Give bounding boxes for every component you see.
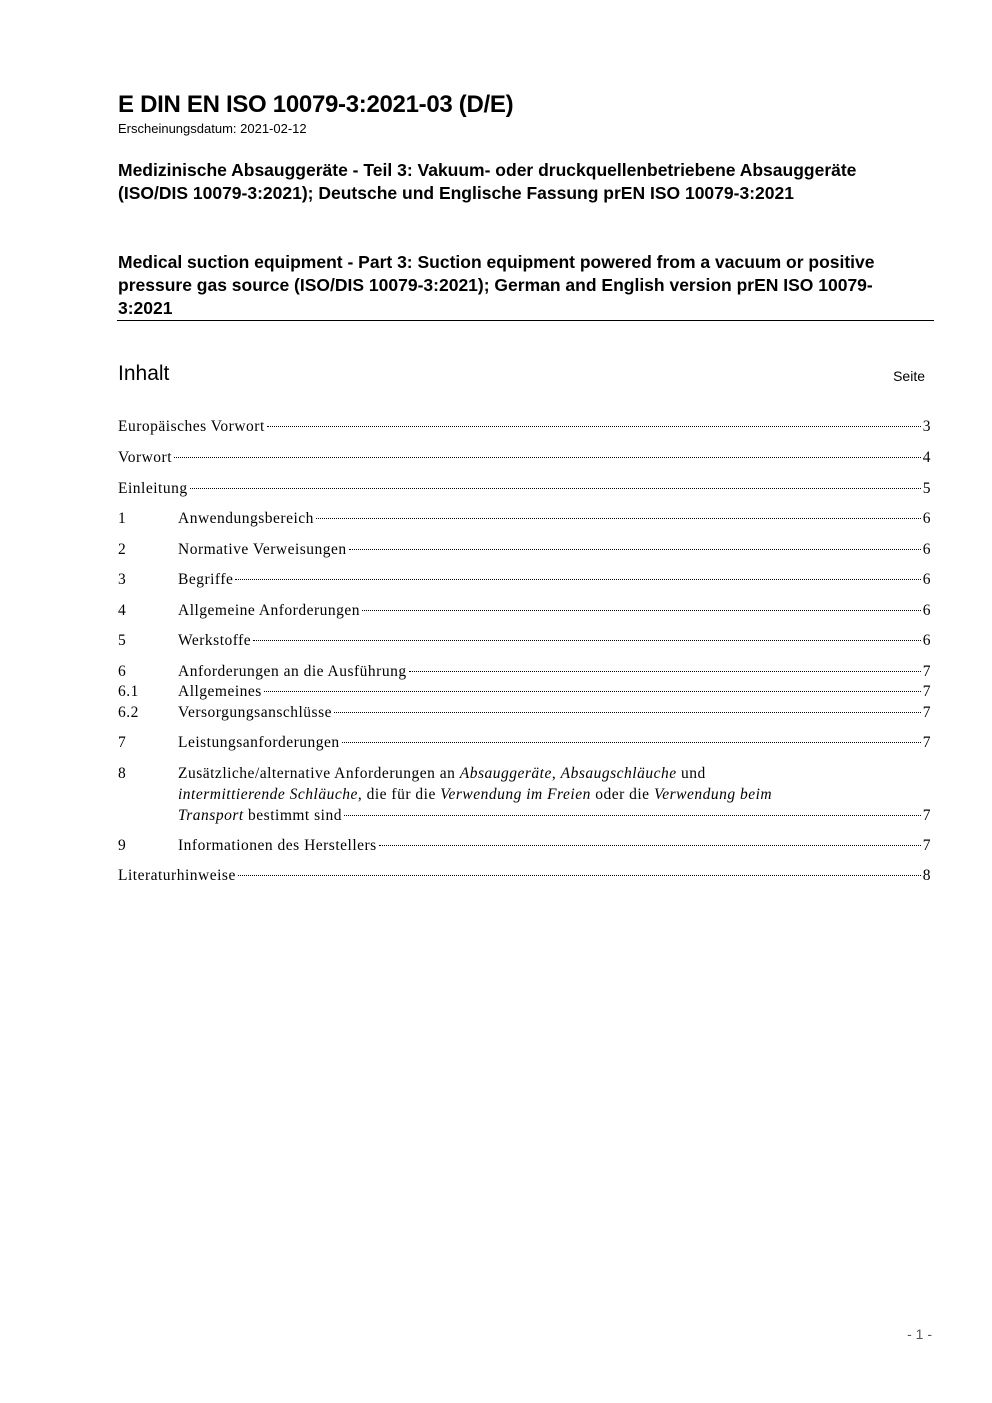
toc-entry-page: 7 xyxy=(922,663,931,680)
toc-entry-number: 9 xyxy=(118,837,127,854)
toc-entry-page: 7 xyxy=(922,807,931,824)
toc-entry-last-label xyxy=(178,805,342,826)
toc-entry-literaturhinweise[interactable] xyxy=(118,866,931,886)
toc-entry-page: 7 xyxy=(922,704,931,721)
toc-entry-page: 7 xyxy=(922,837,931,854)
toc-text: Zusätzliche/alternative Anforderungen an xyxy=(178,765,460,782)
toc-leader-dots xyxy=(264,691,921,692)
toc-leader-dots xyxy=(344,815,921,816)
toc-leader-dots xyxy=(362,610,921,611)
page-number: - 1 - xyxy=(907,1326,932,1342)
toc-entry-number: 5 xyxy=(118,632,127,649)
toc-text: bestimmt sind xyxy=(243,807,342,824)
toc-text-italic: Verwendung im Freien xyxy=(440,786,591,803)
toc-entry-3[interactable] xyxy=(118,570,931,590)
title-english: Medical suction equipment - Part 3: Suction equipment powered from a vacuum or positive pressure gas source (ISO/DIS 10079-3:2021); German and English version prEN ISO 10079-3:2021 xyxy=(118,252,875,318)
toc-text: oder die xyxy=(590,786,654,803)
toc-entry-number: 2 xyxy=(118,541,127,558)
toc-leader-dots xyxy=(174,457,921,458)
toc-entry-number: 3 xyxy=(118,571,127,588)
toc-leader-dots xyxy=(190,488,921,489)
toc-entry-number: 6.1 xyxy=(118,683,139,700)
toc-entry-page: 3 xyxy=(922,418,931,435)
toc-entry-8[interactable] xyxy=(118,763,931,826)
toc-entry-6-2[interactable] xyxy=(118,703,931,723)
toc-leader-dots xyxy=(238,875,921,876)
toc-text-italic: Verwendung beim xyxy=(653,786,773,803)
toc-entry-label: Europäisches Vorwort xyxy=(118,418,265,435)
toc-leader-dots xyxy=(342,742,921,743)
toc-text-italic: Absaugschläuche xyxy=(560,765,677,782)
toc-entry-einleitung[interactable] xyxy=(118,479,931,499)
toc-entry-6[interactable] xyxy=(118,662,931,682)
toc-entry-number: 6 xyxy=(118,663,127,680)
toc-entry-4[interactable] xyxy=(118,601,931,621)
toc-entry-page: 4 xyxy=(922,449,931,466)
toc-entry-2[interactable] xyxy=(118,540,931,560)
toc-entry-number: 8 xyxy=(118,765,127,782)
toc-entry-7[interactable] xyxy=(118,733,931,753)
toc-text-italic: Absauggeräte xyxy=(459,765,552,782)
toc-entry-label: Literaturhinweise xyxy=(118,867,236,884)
toc-entry-label: Vorwort xyxy=(118,449,173,466)
toc-entry-line xyxy=(178,805,931,826)
toc-entry-label: Anwendungsbereich xyxy=(178,510,314,527)
toc-text-italic: intermittierende Schläuche xyxy=(178,786,358,803)
toc-entry-page: 6 xyxy=(922,510,931,527)
toc-text-italic: Transport xyxy=(178,807,244,824)
toc-text: und xyxy=(676,765,706,782)
toc-entry-label: Informationen des Herstellers xyxy=(178,837,377,854)
toc-leader-dots xyxy=(235,579,920,580)
toc-leader-dots xyxy=(349,549,921,550)
toc-leader-dots xyxy=(409,671,921,672)
toc-entry-number: 4 xyxy=(118,602,127,619)
toc-entry-label xyxy=(178,763,931,826)
toc-entry-label: Normative Verweisungen xyxy=(178,541,347,558)
toc-entry-vorwort[interactable] xyxy=(118,448,931,468)
toc-heading: Inhalt xyxy=(118,362,170,385)
toc-entry-page: 6 xyxy=(922,602,931,619)
toc-entry-page: 6 xyxy=(922,632,931,649)
toc-text: , die für die xyxy=(357,786,441,803)
toc-entry-page: 5 xyxy=(922,480,931,497)
toc-leader-dots xyxy=(334,712,921,713)
toc-entry-page: 6 xyxy=(922,571,931,588)
toc-leader-dots xyxy=(379,845,921,846)
toc-entry-line xyxy=(178,763,931,784)
toc-entry-label: Werkstoffe xyxy=(178,632,252,649)
toc-entry-number: 6.2 xyxy=(118,704,139,721)
toc-entry-label: Leistungsanforderungen xyxy=(178,734,340,751)
toc-entry-label: Allgemeines xyxy=(178,683,262,700)
document-id: E DIN EN ISO 10079-3:2021-03 (D/E) xyxy=(118,91,514,118)
toc-leader-dots xyxy=(267,426,921,427)
toc-entry-line xyxy=(178,784,931,805)
toc-text: , xyxy=(551,765,561,782)
toc-entry-label: Anforderungen an die Ausführung xyxy=(178,663,407,680)
toc-entry-label: Einleitung xyxy=(118,480,188,497)
toc-entry-label: Allgemeine Anforderungen xyxy=(178,602,361,619)
toc-page-label: Seite xyxy=(893,368,925,384)
toc-entry-6-1[interactable] xyxy=(118,682,931,702)
toc-entry-5[interactable] xyxy=(118,631,931,651)
toc-entry-page: 6 xyxy=(922,541,931,558)
toc-entry-label: Versorgungsanschlüsse xyxy=(178,704,333,721)
title-divider xyxy=(117,320,934,321)
toc-entry-page: 8 xyxy=(922,867,931,884)
toc-entry-1[interactable] xyxy=(118,509,931,529)
title-german: Medizinische Absauggeräte - Teil 3: Vakuum- oder druckquellenbetriebene Absauggeräte (ISO/DIS 10079-3:2021); Deutsche und Englische Fassung prEN ISO 10079-3:2021 xyxy=(118,160,857,203)
toc-leader-dots xyxy=(253,640,921,641)
toc-leader-dots xyxy=(316,518,921,519)
toc-entry-9[interactable] xyxy=(118,836,931,856)
publication-date: Erscheinungsdatum: 2021-02-12 xyxy=(118,121,307,136)
toc-entry-page: 7 xyxy=(922,683,931,700)
toc-entry-number: 1 xyxy=(118,510,127,527)
toc-entry-page: 7 xyxy=(922,734,931,751)
toc-entry-label: Begriffe xyxy=(178,571,234,588)
toc-entry-number: 7 xyxy=(118,734,127,751)
toc-entry-europaeisches-vorwort[interactable] xyxy=(118,417,931,437)
